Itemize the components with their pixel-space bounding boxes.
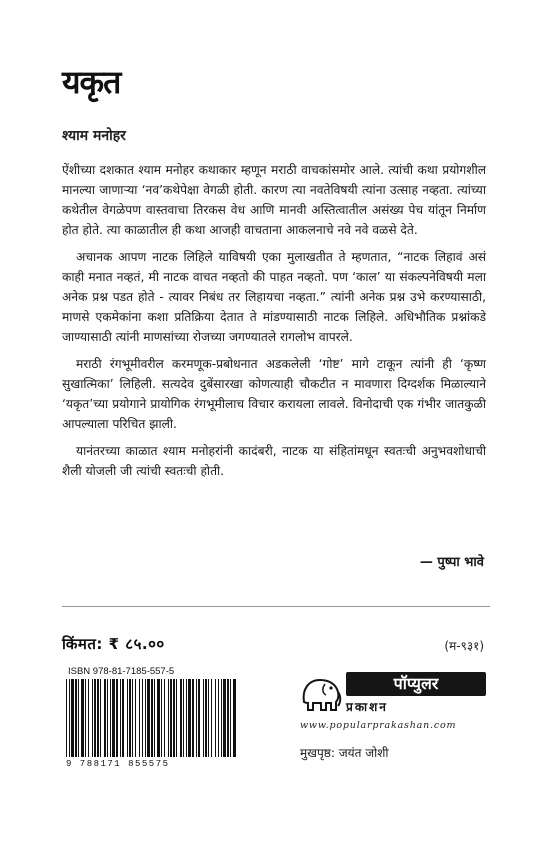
isbn-text: ISBN 978-81-7185-557-5 <box>68 666 175 677</box>
publisher-website: www.popularprakashan.com <box>300 720 457 731</box>
book-author: श्याम मनोहर <box>62 128 126 144</box>
divider <box>62 606 490 607</box>
publisher-name: पॉप्युलर <box>346 672 486 696</box>
cover-credit: मुखपृष्ठ: जयंत जोशी <box>300 746 389 760</box>
barcode-icon <box>62 679 238 757</box>
publisher-logo <box>298 672 488 714</box>
blurb-paragraph: यानंतरच्या काळात श्याम मनोहरांनी कादंबरी, नाटक या संहितांमधून स्वतःची अनुभवशोधाची शैली योजली जी त्यांची स्वतःची होती. <box>62 444 486 478</box>
blurb-paragraph: अचानक आपण नाटक लिहिले याविषयी एका मुलाखतीत ते म्हणतात, “नाटक लिहावं असं काही मनात नव्हतं, मी नाटक वाचत नव्हतो की पाहत नव्हतो. पण ‘काल’ या संकल्पनेविषयी मला अनेक प्रश्न पडत होते - त्यावर निबंध तर लिहायचा नव्हता.” त्यांनी अनेक प्रश्न उभे करण्यासाठी, माणसे एकमेकांना कशा प्रतिक्रिया देतात ते मांडण्यासाठी नाटक लिहिले. अधिभौतिक प्रश्नांकडे जाण्यासाठी त्यांनी माणसांच्या रोजच्या जगण्यातले रागलोभ वापरले. <box>62 250 486 344</box>
elephant-icon <box>298 672 342 714</box>
blurb-paragraph: ऐंशीच्या दशकात श्याम मनोहर कथाकार म्हणून मराठी वाचकांसमोर आले. त्यांची कथा प्रयोगशील मानल्या जाणाऱ्या ‘नव’कथेपेक्षा वेगळी होती. कारण त्या नवतेविषयी त्यांना उत्साह नव्हता. त्यांच्या कथेतील वेगळेपण वास्तवाचा तिरकस वेध आणि मानवी अस्तित्वातील असंख्य पेच यांतून निर्माण होत होते. त्या काळातील ही कथा आजही वाचताना आकलनाचे नवे नवे वळसे देते. <box>62 163 486 237</box>
price-label: किंमत: ₹ ८५.०० <box>62 635 165 653</box>
blurb-signature: — पुष्पा भावे <box>419 555 484 570</box>
book-title: यकृत <box>62 63 121 101</box>
isbn-barcode <box>62 665 238 773</box>
barcode-digits: 9 788171 855575 <box>66 759 170 769</box>
catalog-code: (म-९३१) <box>444 639 484 653</box>
blurb-paragraph: मराठी रंगभूमीवरील करमणूक-प्रबोधनात अडकलेली ‘गोष्ट’ मागे टाकून त्यांनी ही ‘कृष्ण सुखात्मिका’ लिहिली. सत्यदेव दुबेंसारखा कोणत्याही चौकटीत न मावणारा दिग्दर्शक मिळाल्याने ‘यकृत’च्या प्रयोगाने प्रायोगिक रंगभूमीलाच विचार करायला लावले. विनोदाची एक गंभीर जातकुळी आपल्याला परिचित झाली. <box>62 357 486 431</box>
publisher-subtitle: प्रकाशन <box>346 700 388 714</box>
blurb-text <box>62 160 486 488</box>
